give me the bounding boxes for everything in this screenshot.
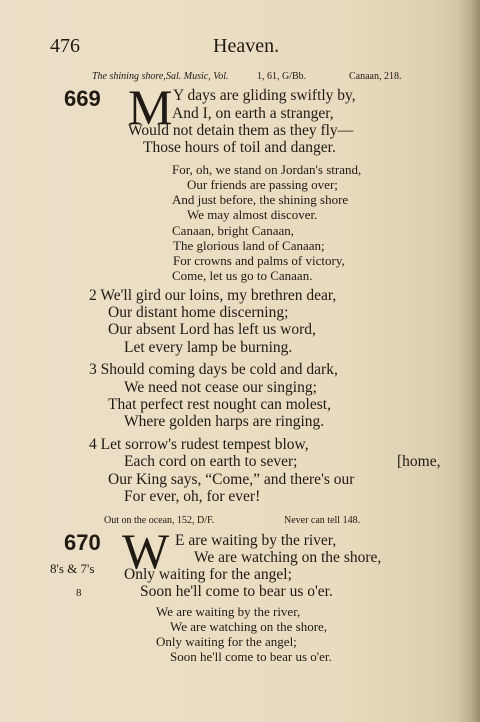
hymn669-v1-line2: And I, on earth a stranger,: [172, 105, 334, 122]
hymn670-meter-count: 8: [76, 587, 82, 599]
hymn669-number: 669: [64, 86, 101, 111]
hymn670-tune: Out on the ocean, 152, D/F.: [104, 515, 215, 526]
page-number: 476: [50, 35, 80, 57]
hymn669-v3-line4: Where golden harps are ringing.: [124, 413, 325, 430]
hymn669-chorus1-line4: We may almost discover.: [187, 207, 318, 222]
hymn670-number: 670: [64, 530, 101, 555]
hymn670-v1-line1: E are waiting by the river,: [175, 532, 337, 549]
hymn670-chorus-line1: We are waiting by the river,: [156, 604, 301, 619]
hymn669-v2-line3: Our absent Lord has left us word,: [108, 321, 316, 338]
hymn669-v2-line2: Our distant home discerning;: [108, 304, 289, 321]
hymn669-v2-line1: 2 We'll gird our loins, my brethren dear,: [89, 287, 337, 304]
hymn669-v1-line4: Those hours of toil and danger.: [143, 139, 336, 156]
running-title: Heaven.: [213, 35, 280, 57]
hymn669-v4-turnover: [home,: [397, 453, 441, 470]
hymn669-chorus2-line4: Come, let us go to Canaan.: [172, 268, 313, 283]
hymn670-v1-line3: Only waiting for the angel;: [124, 566, 292, 583]
hymn670-alt-tune: Never can tell 148.: [284, 515, 361, 526]
hymn669-chorus2-line3: For crowns and palms of victory,: [173, 253, 345, 268]
hymn670-chorus-line2: We are watching on the shore,: [170, 619, 328, 634]
hymn669-v4-line4: For ever, oh, for ever!: [124, 488, 261, 505]
hymn670-v1-line4: Soon he'll come to bear us o'er.: [140, 583, 333, 600]
hymn669-chorus1-line1: For, oh, we stand on Jordan's strand,: [172, 162, 362, 177]
hymn669-dropcap: M: [128, 79, 173, 135]
hymn669-v4-line2: Each cord on earth to sever;: [124, 453, 298, 470]
hymn670-meter: 8's & 7's: [50, 561, 95, 576]
hymn670-v1-line2: We are watching on the shore,: [194, 549, 382, 566]
hymn670-dropcap: W: [122, 523, 170, 579]
hymn669-v3-line2: We need not cease our singing;: [124, 379, 317, 396]
hymn669-alt-tune: Canaan, 218.: [349, 71, 402, 82]
hymn669-v3-line1: 3 Should coming days be cold and dark,: [89, 361, 338, 378]
hymn669-chorus1-line2: Our friends are passing over;: [187, 177, 338, 192]
page-gutter-shadow: [458, 0, 480, 722]
hymn670-chorus-line3: Only waiting for the angel;: [156, 634, 297, 649]
hymn669-tune-name: The shining shore,: [92, 71, 166, 82]
hymn669-v3-line3: That perfect rest nought can molest,: [108, 396, 331, 413]
hymn669-chorus2-line1: Canaan, bright Canaan,: [172, 223, 295, 238]
hymn669-v1-line1: Y days are gliding swiftly by,: [173, 87, 356, 104]
hymn669-tune-source: Sal. Music, Vol.: [166, 71, 229, 82]
hymn669-v1-line3: Would not detain them as they fly—: [128, 122, 354, 139]
hymn669-tune-ref: 1, 61, G/Bb.: [257, 71, 307, 82]
hymn669-chorus1-line3: And just before, the shining shore: [172, 192, 349, 207]
hymn670-chorus-line4: Soon he'll come to bear us o'er.: [170, 649, 332, 664]
hymn669-v2-line4: Let every lamp be burning.: [124, 339, 293, 356]
hymn669-v4-line1: 4 Let sorrow's rudest tempest blow,: [89, 436, 309, 453]
hymn669-v4-line3: Our King says, “Come,” and there's our: [108, 471, 355, 488]
hymn669-chorus2-line2: The glorious land of Canaan;: [173, 238, 325, 253]
